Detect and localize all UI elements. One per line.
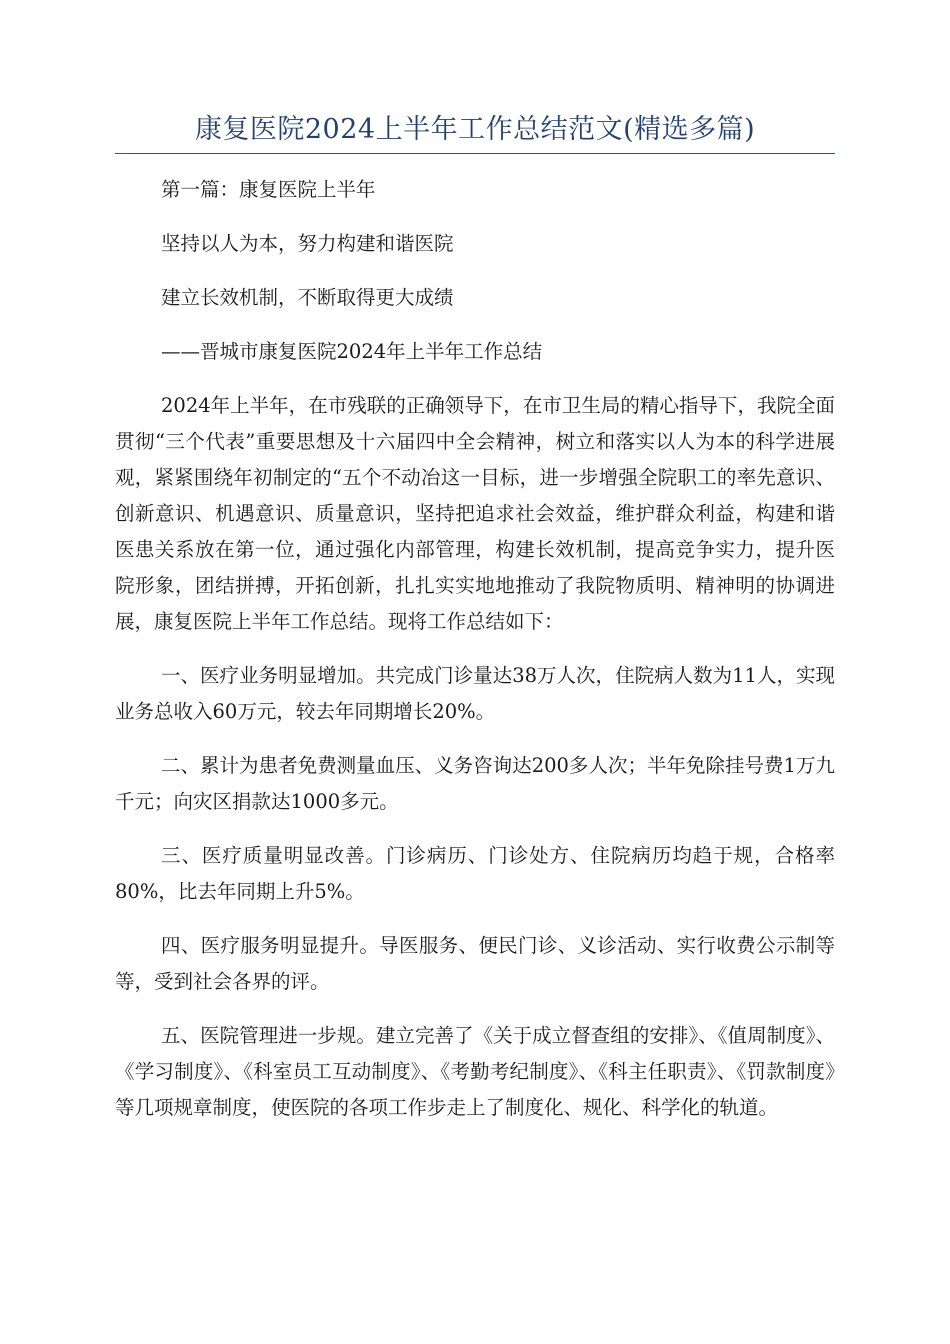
body-paragraph: 2024年上半年，在市残联的正确领导下，在市卫生局的精心指导下，我院全面贯彻“三个代表”重要思想及十六届四中全会精神，树立和落实以人为本的科学进展观，紧紧围绕年初制定的“五个不动冶这一目标，进一步增强全院职工的率先意识、创新意识、机遇意识、质量意识，坚持把追求社会效益，维护群众利益，构建和谐医患关系放在第一位，通过强化内部管理，构建长效机制，提高竞争实力，提升医院形象，团结拼搏，开拓创新，扎扎实实地地推动了我院物质明、精神明的协调进展，康复医院上半年工作总结。现将工作总结如下： bbox=[115, 394, 835, 633]
document-title: 康复医院2024上半年工作总结范文(精选多篇) bbox=[194, 114, 756, 145]
slogan-line: 建立长效机制，不断取得更大成绩 bbox=[161, 286, 454, 309]
subtitle-line: ——晋城市康复医院2024年上半年工作总结 bbox=[161, 340, 543, 363]
document-body bbox=[115, 172, 835, 1144]
body-paragraph: 五、医院管理进一步规。建立完善了《关于成立督查组的安排》、《值周制度》、《学习制度》、《科室员工互动制度》、《考勤考纪制度》、《科主任职责》、《罚款制度》等几项规章制度，使医院的各项工作步走上了制度化、规化、科学化的轨道。 bbox=[115, 1024, 835, 1119]
section-heading: 第一篇：康复医院上半年 bbox=[161, 178, 376, 201]
slogan-line: 坚持以人为本，努力构建和谐医院 bbox=[161, 232, 454, 255]
body-paragraph: 二、累计为患者免费测量血压、义务咨询达200多人次；半年免除挂号费1万九千元；向灾区捐款达1000多元。 bbox=[115, 754, 835, 813]
body-paragraph: 一、医疗业务明显增加。共完成门诊量达38万人次，住院病人数为11人，实现业务总收入60万元，较去年同期增长20%。 bbox=[115, 664, 835, 723]
body-paragraph: 四、医疗服务明显提升。导医服务、便民门诊、义诊活动、实行收费公示制等等，受到社会各界的评。 bbox=[115, 934, 835, 993]
title-underline bbox=[115, 153, 835, 154]
body-paragraph: 三、医疗质量明显改善。门诊病历、门诊处方、住院病历均趋于规，合格率80%，比去年同期上升5%。 bbox=[115, 844, 835, 903]
